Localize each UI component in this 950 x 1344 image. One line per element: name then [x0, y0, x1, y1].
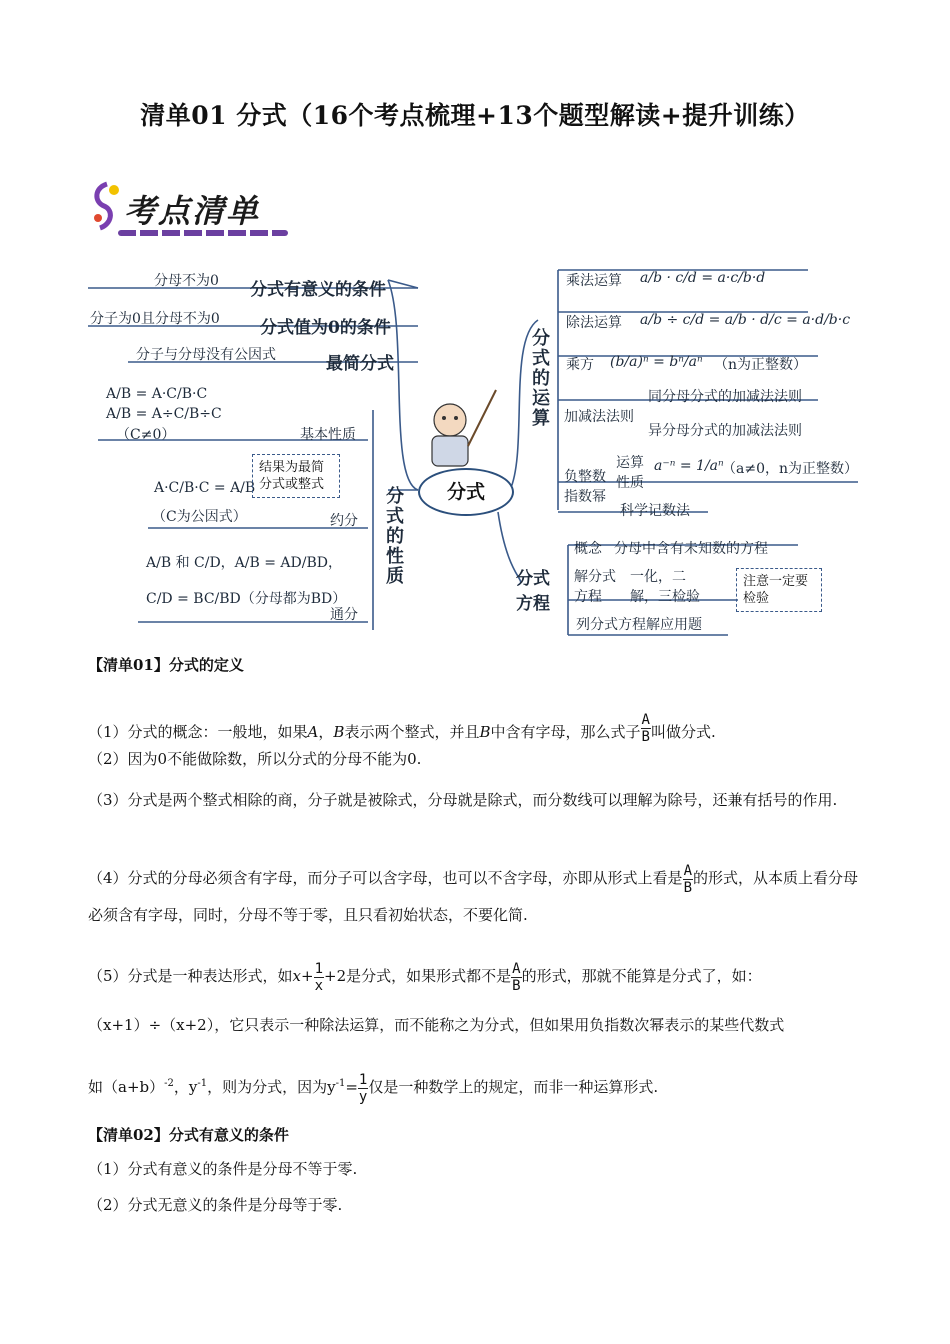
ops-label: 分式的运算 [529, 328, 550, 428]
pow-formula: (b/a)ⁿ = bⁿ/aⁿ [610, 354, 703, 370]
apply-text: 列分式方程解应用题 [576, 617, 702, 633]
add-same: 同分母分式的加减法法则 [648, 389, 802, 405]
paragraph-5: （5）分式是一种表达形式，如x+ $\frac{1}{x}$ +2是分式，如果形式都不是 $\frac{A}{B}$ 的形式，那就不能算是分式了，如： [88, 960, 762, 994]
paragraph-4: （4）分式的分母必须含有字母，而分子可以含字母，也可以不含字母，亦即从形式上看是 $\frac{A}{B}$ 的形式，从本质上看分母必须含有字母，同时，分母不等于零，且只看初始状态，不要化简. [88, 862, 859, 924]
center-node: 分式 [418, 468, 514, 516]
reduce-formula: A·C/B·C = A/B [154, 480, 256, 496]
swirl-icon [90, 180, 124, 232]
neg-sub: 运算性质 [616, 455, 644, 491]
add-label: 加减法法则 [564, 409, 634, 425]
solve-text: 一化，二解，三检验 [630, 569, 700, 605]
cond1-key: 分母不为0 [154, 273, 219, 289]
cond1-label: 分式有意义的条件 [250, 280, 386, 300]
sci-label: 科学记数法 [620, 503, 690, 519]
banner-underline [118, 230, 288, 236]
banner-label: 考点清单 [124, 192, 261, 230]
mindmap [88, 250, 858, 642]
section-banner [88, 178, 288, 240]
paragraph-1: （1）分式的概念：一般地，如果A，B表示两个整式，并且B中含有字母，那么式子 $\frac{A}{B}$ 叫做分式. [88, 712, 716, 745]
common-label: 通分 [330, 607, 358, 623]
reduce-note: （C为公因式） [152, 509, 247, 525]
reduce-label: 约分 [330, 513, 358, 529]
div-label: 除法运算 [566, 315, 622, 331]
teacher-icon [432, 390, 496, 466]
neg-note: （a≠0，n为正整数） [722, 461, 859, 477]
cond2-label: 分式值为0的条件 [260, 318, 391, 338]
paragraph-q2: （2）分式无意义的条件是分母等于零. [88, 1196, 343, 1214]
concept-text: 分母中含有未知数的方程 [614, 541, 768, 557]
cond2-key: 分子为0且分母不为0 [90, 311, 220, 327]
section-heading: 【清单02】分式有意义的条件 [88, 1126, 289, 1144]
neg-formula: a⁻ⁿ = 1/aⁿ [654, 458, 724, 474]
paragraph-q1: （1）分式有意义的条件是分母不等于零. [88, 1160, 358, 1178]
pow-note: （n为正整数） [714, 357, 808, 373]
common-1: A/B 和 C/D，A/B = AD/BD， [146, 555, 342, 571]
paragraph-5-end: 如$(a+b)^{-2}$，$y^{-1}$，则为分式，因为$y^{-1}=$ $\frac{1}{y}$ 仅是一种数学上的规定，而非一种运算形式. [88, 1071, 659, 1105]
neg-label: 负整数指数幂 [564, 469, 606, 505]
common-2: C/D = BC/BD（分母都为BD） [146, 591, 347, 607]
div-formula: a/b ÷ c/d = a/b · d/c = a·d/b·c [640, 312, 851, 328]
reduce-box: 结果为最简分式或整式 [252, 454, 340, 498]
paragraph-3: （3）分式是两个整式相除的商，分子就是被除式，分母就是除式，而分数线可以理解为除号，还兼有括号的作用. [88, 791, 838, 809]
concept-label: 概念 [574, 541, 602, 557]
basic-formula-1: A/B = A·C/B·C [106, 386, 208, 402]
paragraph-2: （2）因为0不能做除数，所以分式的分母不能为0. [88, 750, 422, 768]
basic-formula-2: A/B = A÷C/B÷C [106, 406, 222, 422]
cond3-key: 分子与分母没有公因式 [136, 347, 276, 363]
cond3-label: 最简分式 [326, 354, 394, 374]
eq-label: 分式方程 [516, 569, 550, 614]
solve-label: 解分式方程 [574, 569, 616, 605]
pow-label: 乘方 [566, 357, 594, 373]
basic-label: 基本性质 [300, 427, 356, 443]
property-label: 分式的性质 [383, 486, 404, 586]
mul-formula: a/b · c/d = a·c/b·d [640, 270, 766, 286]
mul-label: 乘法运算 [566, 273, 622, 289]
basic-cond: （C≠0） [116, 427, 176, 443]
page-title: 清单01 分式（16个考点梳理+13个题型解读+提升训练） [140, 101, 810, 130]
section-heading: 【清单01】分式的定义 [88, 656, 244, 674]
paragraph-5-cont: （x+1）÷（x+2），它只表示一种除法运算，而不能称之为分式，但如果用负指数次幂表示的某些代数式 [88, 1016, 785, 1034]
add-diff: 异分母分式的加减法法则 [648, 423, 802, 439]
solve-box: 注意一定要检验 [736, 568, 822, 612]
